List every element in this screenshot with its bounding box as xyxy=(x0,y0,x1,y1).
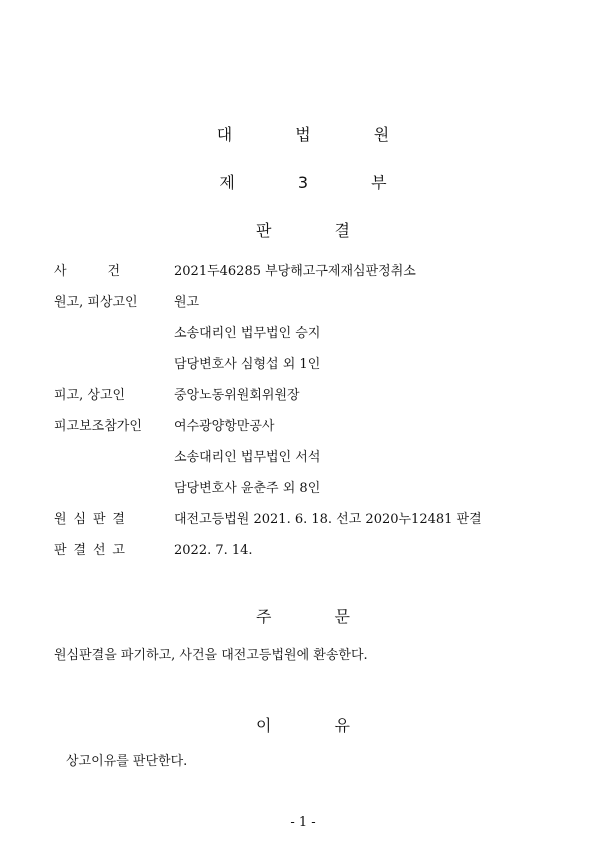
defendant-label: 피고, 상고인 xyxy=(54,388,126,403)
intervenor-attorney: 담당변호사 윤춘주 외 8인 xyxy=(174,481,321,496)
court-title: 대 법 원 xyxy=(216,125,390,144)
plaintiff-agent: 소송대리인 법무법인 승지 xyxy=(174,326,321,341)
order-heading: 주 문 xyxy=(256,607,350,626)
decision-date-label: 판 결 선 고 xyxy=(54,543,125,558)
decision-date-value: 2022. 7. 14. xyxy=(174,543,253,558)
plaintiff-value: 원고 xyxy=(174,295,200,310)
intervenor-label: 피고보조참가인 xyxy=(54,419,142,434)
reasons-heading: 이 유 xyxy=(256,716,350,735)
lower-judgment-label: 원 심 판 결 xyxy=(54,512,125,527)
order-text: 원심판결을 파기하고, 사건을 대전고등법원에 환송한다. xyxy=(54,648,368,663)
lower-judgment-value: 대전고등법원 2021. 6. 18. 선고 2020누12481 판결 xyxy=(174,512,482,527)
intervenor-value: 여수광양항만공사 xyxy=(174,419,275,434)
document-type-title: 판 결 xyxy=(256,221,350,240)
reasons-text: 상고이유를 판단한다. xyxy=(66,754,188,769)
plaintiff-attorney: 담당변호사 심형섭 외 1인 xyxy=(174,357,321,372)
plaintiff-label: 원고, 피상고인 xyxy=(54,295,138,310)
case-value: 2021두46285 부당해고구제재심판정취소 xyxy=(174,264,416,279)
defendant-value: 중앙노동위원회위원장 xyxy=(174,388,300,403)
intervenor-agent: 소송대리인 법무법인 서석 xyxy=(174,450,321,465)
case-label: 사 건 xyxy=(54,264,120,279)
page-number: - 1 - xyxy=(290,815,316,830)
division-title: 제 3 부 xyxy=(219,173,387,192)
